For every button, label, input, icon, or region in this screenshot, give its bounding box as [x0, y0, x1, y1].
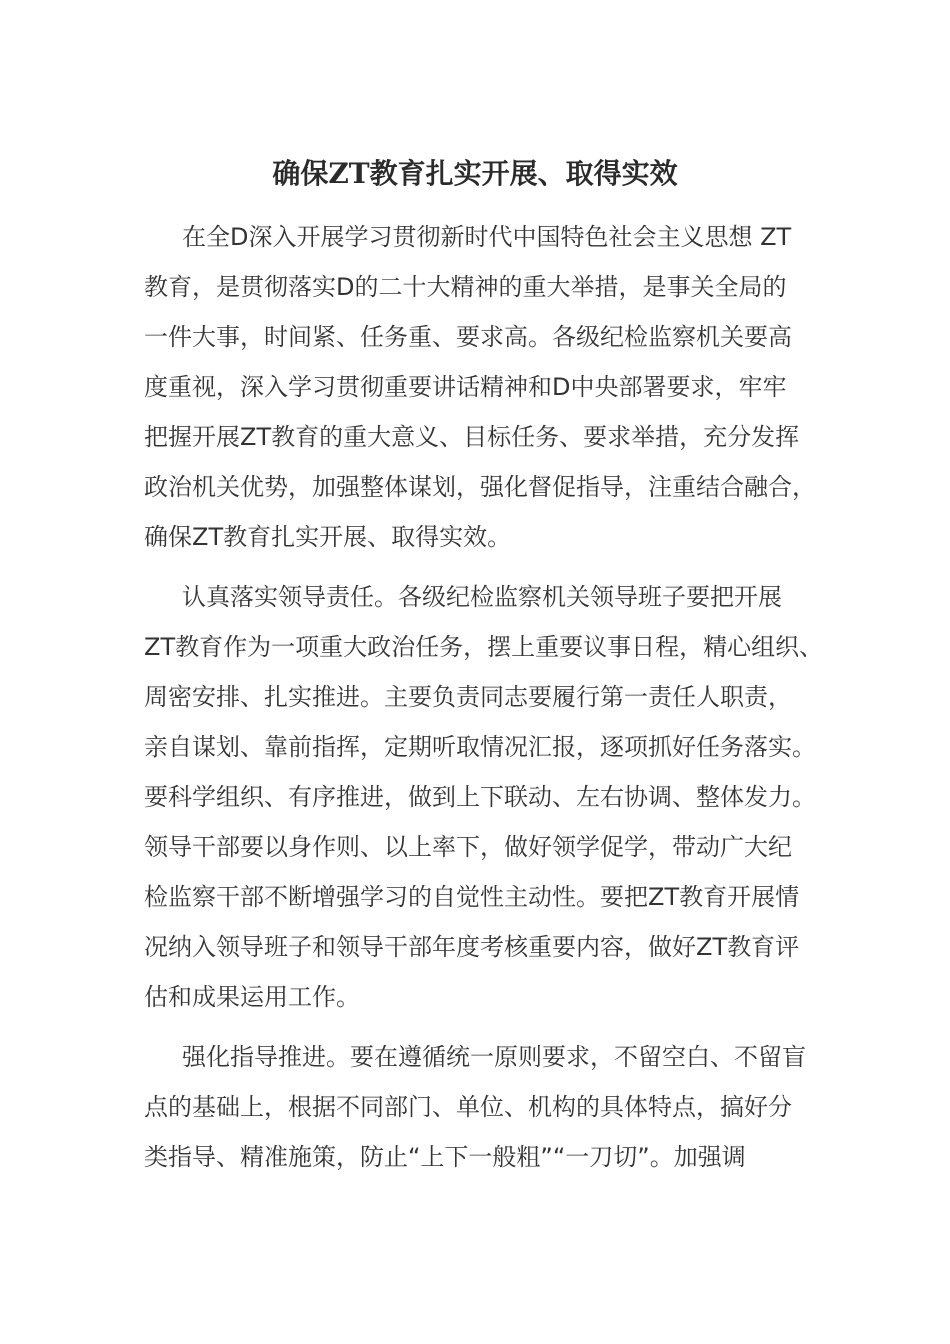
paragraph-line: 教育，是贯彻落实D的二十大精神的重大举措，是事关全局的 [144, 273, 787, 301]
paragraph-line: 把握开展ZT教育的重大意义、目标任务、要求举措，充分发挥 [144, 423, 800, 451]
paragraph-1 [144, 212, 814, 562]
paragraph-line: 点的基础上，根据不同部门、单位、机构的具体特点，搞好分 [144, 1093, 792, 1121]
paragraph-line: 在全D深入开展学习贯彻新时代中国特色社会主义思想 ZT [182, 223, 792, 251]
paragraph-line: 一件大事，时间紧、任务重、要求高。各级纪检监察机关要高 [144, 323, 792, 351]
paragraph-line: 周密安排、扎实推进。主要负责同志要履行第一责任人职责， [144, 683, 792, 711]
paragraph-line: 度重视，深入学习贯彻重要讲话精神和D中央部署要求，牢牢 [144, 373, 787, 401]
paragraph-line: 政治机关优势，加强整体谋划，强化督促指导，注重结合融合， [144, 473, 816, 501]
paragraph-line: 亲自谋划、靠前指挥，定期听取情况汇报，逐项抓好任务落实。 [144, 733, 816, 761]
paragraph-line: ZT教育作为一项重大政治任务，摆上重要议事日程，精心组织、 [144, 633, 824, 661]
paragraph-line: 况纳入领导班子和领导干部年度考核重要内容，做好ZT教育评 [144, 933, 800, 961]
document-title: 确保ZT教育扎实开展、取得实效 [272, 157, 678, 190]
paragraph-line: 要科学组织、有序推进，做到上下联动、左右协调、整体发力。 [144, 783, 816, 811]
paragraph-line: 领导干部要以身作则、以上率下，做好领学促学，带动广大纪 [144, 833, 792, 861]
paragraph-line: 检监察干部不断增强学习的自觉性主动性。要把ZT教育开展情 [144, 883, 800, 911]
paragraph-3 [144, 1032, 814, 1182]
paragraph-2 [144, 572, 824, 1022]
paragraph-line: 强化指导推进。要在遵循统一原则要求，不留空白、不留盲 [182, 1043, 806, 1071]
paragraph-line: 确保ZT教育扎实开展、取得实效。 [144, 523, 512, 551]
paragraph-line: 类指导、精准施策，防止“上下一般粗”“一刀切”。加强调 [144, 1143, 746, 1171]
paragraph-line: 认真落实领导责任。各级纪检监察机关领导班子要把开展 [182, 583, 782, 611]
document-body [144, 212, 824, 1192]
paragraph-line: 估和成果运用工作。 [144, 983, 360, 1011]
